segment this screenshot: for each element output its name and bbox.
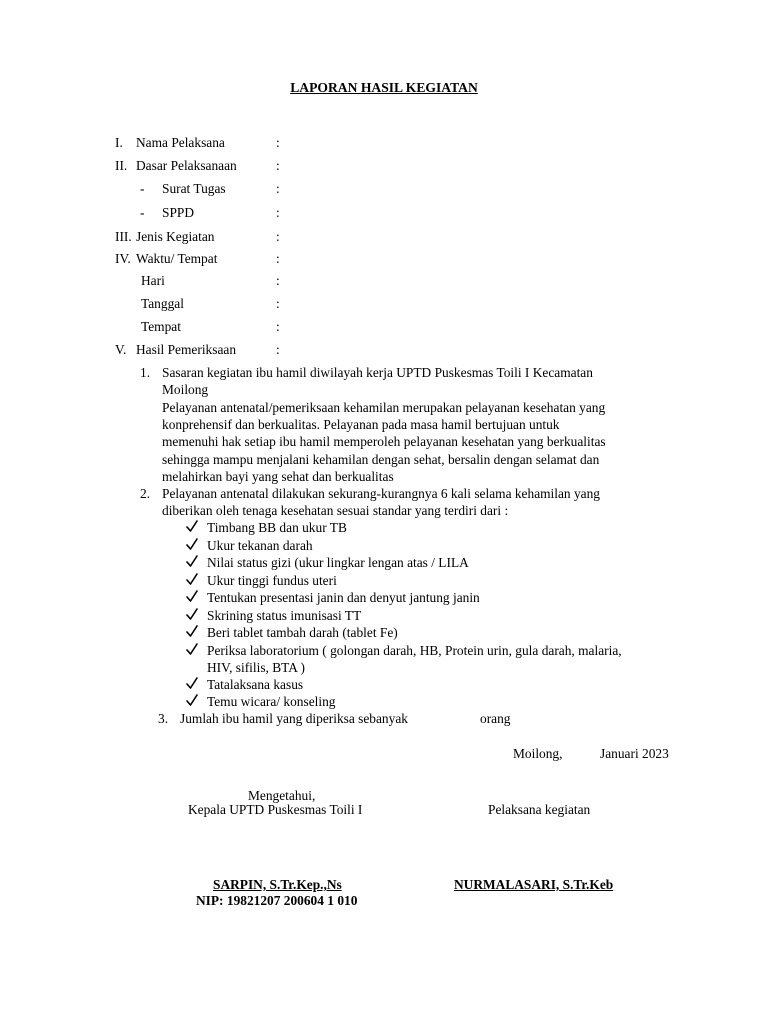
checkmark-icon xyxy=(186,624,198,641)
left-signer-role: Kepala UPTD Puskesmas Toili I xyxy=(188,802,363,817)
field-colon: : xyxy=(276,251,280,266)
checkmark-icon xyxy=(186,676,198,693)
paragraph-line: diberikan oleh tenaga kesehatan sesuai standar yang terdiri dari : xyxy=(162,503,509,518)
item-text: Jumlah ibu hamil yang diperiksa sebanyak xyxy=(180,711,408,726)
field-label: Jenis Kegiatan xyxy=(136,229,215,244)
field-number: III. xyxy=(115,229,132,244)
paragraph-line: sehingga mampu menjalani kehamilan dengan sehat, bersalin dengan selamat dan xyxy=(162,452,600,467)
field-label: SPPD xyxy=(162,205,195,220)
paragraph-line: melahirkan bayi yang sehat dan berkualitas xyxy=(162,469,394,484)
field-bullet: - xyxy=(140,205,145,220)
field-bullet: - xyxy=(140,181,145,196)
item-number: 1. xyxy=(140,365,151,380)
item-number: 2. xyxy=(140,486,151,501)
field-colon: : xyxy=(276,319,280,334)
paragraph-line: Sasaran kegiatan ibu hamil diwilayah kerja UPTD Puskesmas Toili I Kecamatan xyxy=(162,365,593,380)
checklist-item: Timbang BB dan ukur TB xyxy=(207,520,347,535)
paragraph-line: Pelayanan antenatal/pemeriksaan kehamilan merupakan pelayanan kesehatan yang xyxy=(162,400,606,415)
field-label: Hasil Pemeriksaan xyxy=(136,342,237,357)
paragraph-line: konprehensif dan berkualitas. Pelayanan pada masa hamil bertujuan untuk xyxy=(162,417,560,432)
field-label: Hari xyxy=(141,273,165,288)
checkmark-icon xyxy=(186,642,198,659)
item-unit: orang xyxy=(480,711,511,726)
paragraph-line: memenuhi hak setiap ibu hamil memperoleh pelayanan kesehatan yang berkualitas xyxy=(162,434,606,449)
checklist-item: Tatalaksana kasus xyxy=(207,677,304,692)
acknowledged-label: Mengetahui, xyxy=(248,788,316,803)
field-label: Tanggal xyxy=(141,296,184,311)
checkmark-icon xyxy=(186,554,198,571)
checklist-item: Temu wicara/ konseling xyxy=(207,694,336,709)
checklist-item: Periksa laboratorium ( golongan darah, HB, Protein urin, gula darah, malaria, xyxy=(207,643,622,658)
field-label: Tempat xyxy=(141,319,181,334)
paragraph-line: Pelayanan antenatal dilakukan sekurang-kurangnya 6 kali selama kehamilan yang xyxy=(162,486,601,501)
field-label: Waktu/ Tempat xyxy=(136,251,218,266)
field-colon: : xyxy=(276,135,280,150)
checklist-item: Skrining status imunisasi TT xyxy=(207,608,362,623)
checkmark-icon xyxy=(186,519,198,536)
checkmark-icon xyxy=(186,537,198,554)
right-signer-name: NURMALASARI, S.Tr.Keb xyxy=(454,877,614,892)
checkmark-icon xyxy=(186,693,198,710)
checklist-item: Ukur tekanan darah xyxy=(207,538,313,553)
field-colon: : xyxy=(276,158,280,173)
right-signer-role: Pelaksana kegiatan xyxy=(488,802,591,817)
signature-place: Moilong, xyxy=(513,746,563,761)
field-colon: : xyxy=(276,296,280,311)
checklist-item: HIV, sifilis, BTA ) xyxy=(207,660,306,675)
field-colon: : xyxy=(276,205,280,220)
checklist-item: Beri tablet tambah darah (tablet Fe) xyxy=(207,625,398,640)
field-number: I. xyxy=(115,135,123,150)
field-colon: : xyxy=(276,181,280,196)
field-number: V. xyxy=(115,342,127,357)
checklist-item: Tentukan presentasi janin dan denyut jantung janin xyxy=(207,590,480,605)
checklist-item: Nilai status gizi (ukur lingkar lengan atas / LILA xyxy=(207,555,469,570)
field-label: Dasar Pelaksanaan xyxy=(136,158,237,173)
checklist-item: Ukur tinggi fundus uteri xyxy=(207,573,337,588)
checkmark-icon xyxy=(186,607,198,624)
field-colon: : xyxy=(276,342,280,357)
field-colon: : xyxy=(276,273,280,288)
field-number: IV. xyxy=(115,251,131,266)
field-colon: : xyxy=(276,229,280,244)
left-signer-nip: NIP: 19821207 200604 1 010 xyxy=(196,893,358,908)
item-number: 3. xyxy=(158,711,169,726)
checkmark-icon xyxy=(186,589,198,606)
left-signer-name: SARPIN, S.Tr.Kep.,Ns xyxy=(213,877,342,892)
signature-date: Januari 2023 xyxy=(600,746,669,761)
document-title: LAPORAN HASIL KEGIATAN xyxy=(290,80,478,95)
checkmark-icon xyxy=(186,572,198,589)
paragraph-line: Moilong xyxy=(162,382,209,397)
field-label: Surat Tugas xyxy=(162,181,226,196)
field-label: Nama Pelaksana xyxy=(136,135,225,150)
field-number: II. xyxy=(115,158,128,173)
